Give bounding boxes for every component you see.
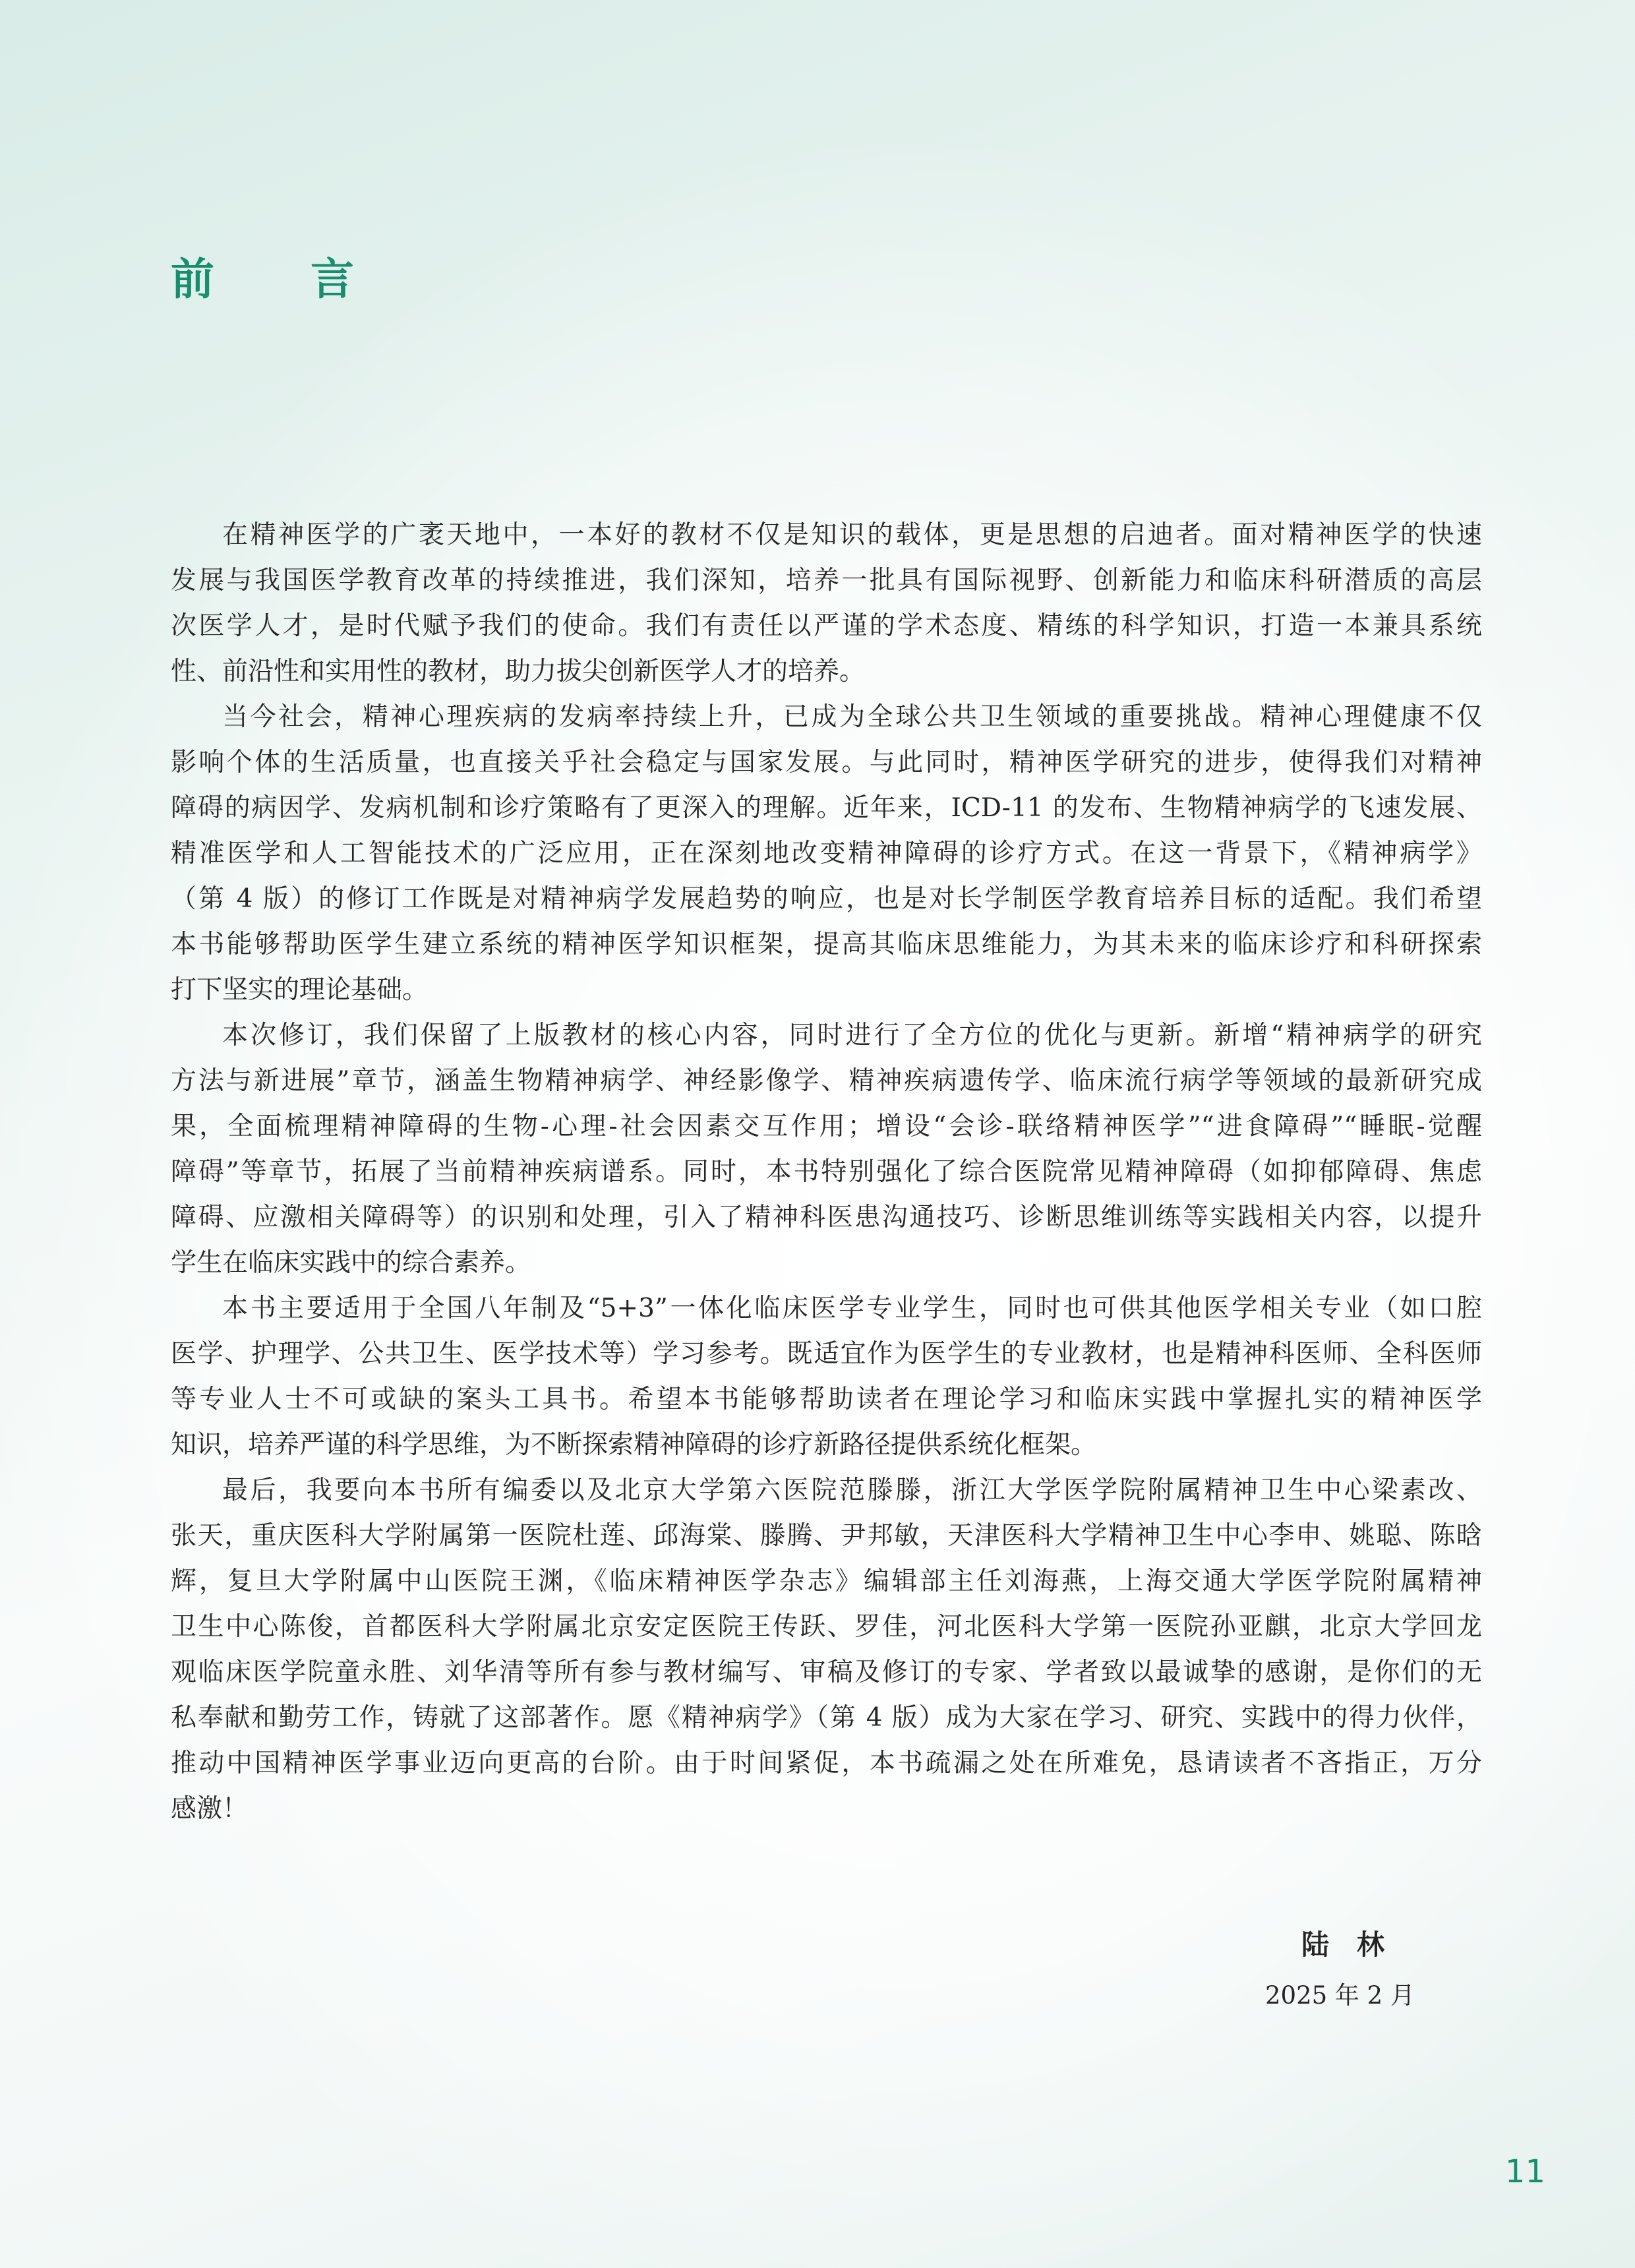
page-title: 前 言 [171, 254, 380, 305]
paragraph-line: 发展与我国医学教育改革的持续推进，我们深知，培养一批具有国际视野、创新能力和临床科研潜质的高层 [171, 566, 1482, 595]
paragraph [171, 1013, 1482, 1286]
paragraph-line: 推动中国精神医学事业迈向更高的台阶。由于时间紧促，本书疏漏之处在所难免，恳请读者不吝指正，万分 [171, 1748, 1482, 1778]
paragraph [171, 512, 1482, 694]
paragraph-line: 本书主要适用于全国八年制及“5+3”一体化临床医学专业学生，同时也可供其他医学相关专业（如口腔 [222, 1294, 1482, 1323]
preface-body [171, 512, 1482, 1832]
paragraph-line: 观临床医学院童永胜、刘华清等所有参与教材编写、审稿及修订的专家、学者致以最诚挚的感谢，是你们的无 [171, 1657, 1482, 1687]
paragraph-line: 方法与新进展”章节，涵盖生物精神病学、神经影像学、精神疾病遗传学、临床流行病学等领域的最新研究成 [171, 1066, 1482, 1096]
paragraph-line: 本次修订，我们保留了上版教材的核心内容，同时进行了全方位的优化与更新。新增“精神病学的研究 [222, 1021, 1482, 1050]
paragraph-line: 张天，重庆医科大学附属第一医院杜莲、邱海棠、滕腾、尹邦敏，天津医科大学精神卫生中心李申、姚聪、陈晗 [171, 1521, 1482, 1551]
paragraph-line: 性、前沿性和实用性的教材，助力拔尖创新医学人才的培养。 [171, 657, 866, 686]
paragraph-line: 障碍”等章节，拓展了当前精神疾病谱系。同时，本书特别强化了综合医院常见精神障碍（如抑郁障碍、焦虑 [171, 1157, 1482, 1187]
paragraph-line: 障碍、应激相关障碍等）的识别和处理，引入了精神科医患沟通技巧、诊断思维训练等实践相关内容，以提升 [171, 1203, 1482, 1232]
paragraph-line: 果，全面梳理精神障碍的生物-心理-社会因素交互作用；增设“会诊-联络精神医学”“进食障碍”“睡眠-觉醒 [171, 1112, 1482, 1141]
paragraph-line: 障碍的病因学、发病机制和诊疗策略有了更深入的理解。近年来，ICD-11 的发布、生物精神病学的飞速发展、 [171, 793, 1482, 823]
paragraph-line: 医学、护理学、公共卫生、医学技术等）学习参考。既适宜作为医学生的专业教材，也是精神科医师、全科医师 [171, 1339, 1482, 1369]
paragraph-line: 知识，培养严谨的科学思维，为不断探索精神障碍的诊疗新路径提供系统化框架。 [171, 1430, 1097, 1460]
paragraph [171, 694, 1482, 1013]
paragraph [171, 1286, 1482, 1468]
paragraph-line: 精准医学和人工智能技术的广泛应用，正在深刻地改变精神障碍的诊疗方式。在这一背景下，《精神病学》 [171, 839, 1482, 868]
signature-date: 2025 年 2 月 [1265, 1981, 1415, 2010]
paragraph-line: 辉，复旦大学附属中山医院王渊，《临床精神医学杂志》编辑部主任刘海燕，上海交通大学医学院附属精神 [171, 1567, 1482, 1596]
paragraph-line: 影响个体的生活质量，也直接关乎社会稳定与国家发展。与此同时，精神医学研究的进步，使得我们对精神 [171, 748, 1482, 777]
paragraph-line: 私奉献和勤劳工作，铸就了这部著作。愿《精神病学》（第 4 版）成为大家在学习、研究、实践中的得力伙伴， [171, 1703, 1482, 1733]
paragraph-line: 当今社会，精神心理疾病的发病率持续上升，已成为全球公共卫生领域的重要挑战。精神心理健康不仅 [222, 702, 1482, 732]
paragraph-line: 次医学人才，是时代赋予我们的使命。我们有责任以严谨的学术态度、精练的科学知识，打造一本兼具系统 [171, 611, 1482, 641]
paragraph-line: 卫生中心陈俊，首都医科大学附属北京安定医院王传跃、罗佳，河北医科大学第一医院孙亚麒，北京大学回龙 [171, 1612, 1482, 1642]
paragraph-line: 最后，我要向本书所有编委以及北京大学第六医院范滕滕，浙江大学医学院附属精神卫生中心梁素改、 [222, 1476, 1482, 1505]
page-number: 11 [1504, 2153, 1545, 2190]
paragraph-line: 打下坚实的理论基础。 [171, 975, 429, 1005]
paragraph-line: 本书能够帮助医学生建立系统的精神医学知识框架，提高其临床思维能力，为其未来的临床诊疗和科研探索 [171, 930, 1482, 959]
paragraph-line: （第 4 版）的修订工作既是对精神病学发展趋势的响应，也是对长学制医学教育培养目标的适配。我们希望 [171, 884, 1482, 914]
paragraph [171, 1468, 1482, 1832]
paragraph-line: 学生在临床实践中的综合素养。 [171, 1248, 531, 1278]
paragraph-line: 在精神医学的广袤天地中，一本好的教材不仅是知识的载体，更是思想的启迪者。面对精神医学的快速 [222, 520, 1482, 550]
paragraph-line: 等专业人士不可或缺的案头工具书。希望本书能够帮助读者在理论学习和临床实践中掌握扎实的精神医学 [171, 1385, 1482, 1414]
paragraph-line: 感激！ [171, 1794, 249, 1824]
signature-author: 陆 林 [1301, 1928, 1384, 1961]
